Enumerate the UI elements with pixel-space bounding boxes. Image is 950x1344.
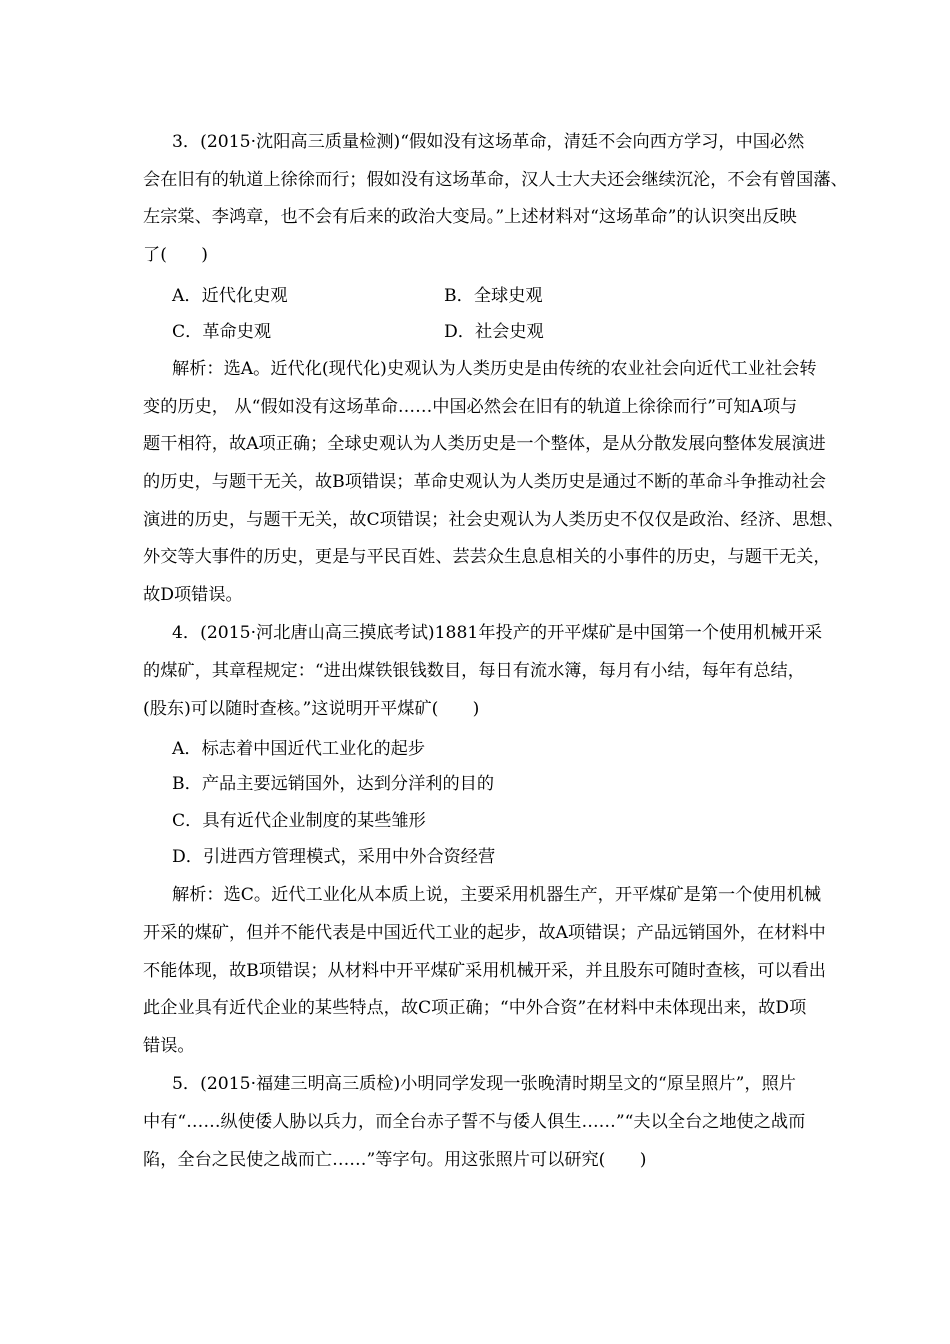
option-d: D．引进西方管理模式，采用中外合资经营 (172, 847, 496, 867)
analysis-line: 的历史，与题干无关，故B项错误；革命史观认为人类历史是通过不断的革命斗争推动社会 (143, 472, 826, 492)
analysis-line: 解析：选C。近代工业化从本质上说，主要采用机器生产，开平煤矿是第一个使用机械 (172, 885, 822, 905)
question-stem-line: 的煤矿，其章程规定：“进出煤铁银钱数目，每日有流水簿，每月有小结，每年有总结， (143, 661, 805, 681)
question-stem-line: 5．(2015·福建三明高三质检)小明同学发现一张晚清时期呈文的“原呈照片”，照片 (172, 1074, 796, 1094)
option-a: A．近代化史观 (172, 286, 288, 306)
question-stem-line: 4．(2015·河北唐山高三摸底考试)1881年投产的开平煤矿是中国第一个使用机械开采 (172, 623, 823, 643)
question-stem-line: 3．(2015·沈阳高三质量检测)“假如没有这场革命，清廷不会向西方学习，中国必然 (172, 132, 805, 152)
question-stem-line: 中有“……纵使倭人胁以兵力，而全台赤子誓不与倭人俱生……”“夫以全台之地使之战而 (143, 1112, 806, 1132)
analysis-line: 错误。 (143, 1036, 195, 1056)
option-d: D．社会史观 (444, 322, 544, 342)
question-stem-line: 了( ) (143, 245, 208, 265)
analysis-line: 外交等大事件的历史，更是与平民百姓、芸芸众生息息相关的小事件的历史，与题干无关， (143, 547, 831, 567)
option-a: A．标志着中国近代工业化的起步 (172, 739, 426, 759)
analysis-line: 解析：选A。近代化(现代化)史观认为人类历史是由传统的农业社会向近代工业社会转 (172, 359, 817, 379)
question-stem-line: (股东)可以随时查核。”这说明开平煤矿( ) (143, 699, 480, 719)
analysis-line: 故D项错误。 (143, 585, 243, 605)
analysis-line: 题干相符，故A项正确；全球史观认为人类历史是一个整体，是从分散发展向整体发展演进 (143, 434, 826, 454)
analysis-line: 变的历史， 从“假如没有这场革命……中国必然会在旧有的轨道上徐徐而行”可知A项与 (143, 397, 798, 417)
option-b: B．产品主要远销国外，达到分洋利的目的 (172, 774, 495, 794)
question-stem-line: 会在旧有的轨道上徐徐而行；假如没有这场革命，汉人士大夫还会继续沉沦，不会有曾国藩、 (143, 170, 848, 190)
analysis-line: 演进的历史，与题干无关，故C项错误；社会史观认为人类历史不仅仅是政治、经济、思想、 (143, 510, 844, 530)
question-stem-line: 左宗棠、李鸿章，也不会有后来的政治大变局。”上述材料对“这场革命”的认识突出反映 (143, 207, 797, 227)
option-c: C．具有近代企业制度的某些雏形 (172, 811, 426, 831)
question-stem-line: 陷，全台之民使之战而亡……”等字句。用这张照片可以研究( ) (143, 1150, 647, 1170)
option-c: C．革命史观 (172, 322, 272, 342)
analysis-line: 开采的煤矿，但并不能代表是中国近代工业的起步，故A项错误；产品远销国外，在材料中 (143, 923, 826, 943)
analysis-line: 此企业具有近代企业的某些特点，故C项正确；“中外合资”在材料中未体现出来，故D项 (143, 998, 807, 1018)
option-b: B．全球史观 (444, 286, 543, 306)
analysis-line: 不能体现，故B项错误；从材料中开平煤矿采用机械开采，并且股东可随时查核，可以看出 (143, 961, 826, 981)
